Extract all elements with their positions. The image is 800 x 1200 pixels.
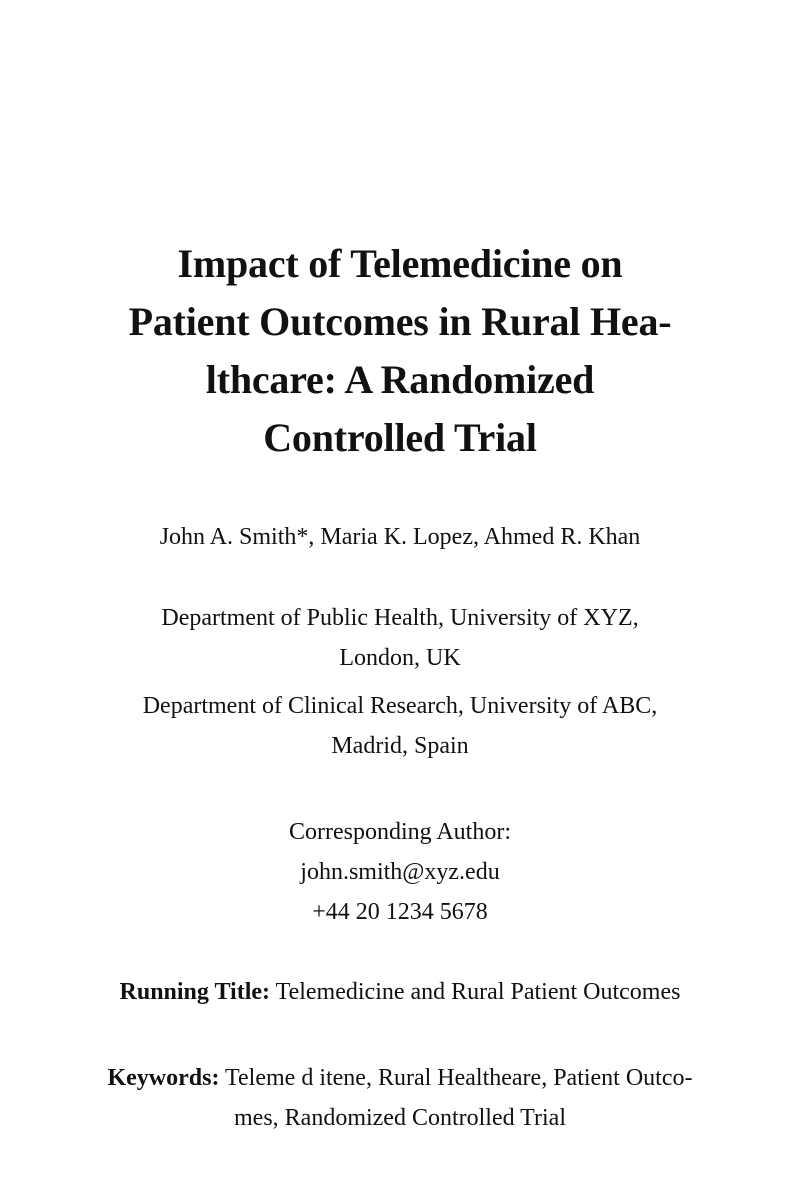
running-title-label: Running Title: [119, 979, 271, 1005]
title-line: Impact of Telemedicine on [177, 241, 623, 286]
corresponding-email: john.smith@xyz.edu [300, 859, 500, 885]
keywords [40, 1058, 760, 1138]
keywords-text: Teleme d itene, Rural Healtheare, Patient Outco- [219, 1065, 693, 1091]
corresponding-author [0, 812, 800, 932]
affiliation-line: Department of Clinical Research, University of ABC, [142, 693, 658, 719]
affiliation-line: Department of Public Health, University of XYZ, [161, 605, 639, 631]
keywords-line-1 [40, 1058, 760, 1098]
affiliation-line: London, UK [339, 645, 461, 671]
author-list: John A. Smith*, Maria K. Lopez, Ahmed R. Khan [159, 524, 641, 550]
affiliation-line: Madrid, Spain [331, 733, 469, 759]
title-line: lthcare: A Randomized [205, 357, 595, 402]
title-line: Patient Outcomes in Rural Hea- [128, 299, 672, 344]
title-line: Controlled Trial [263, 415, 537, 460]
keywords-line-2: mes, Randomized Controlled Trial [234, 1105, 566, 1131]
corresponding-phone: +44 20 1234 5678 [312, 899, 488, 925]
corresponding-label: Corresponding Author: [289, 819, 511, 845]
affiliation-1 [60, 598, 740, 678]
keywords-label: Keywords: [107, 1065, 220, 1091]
paper-title [60, 235, 740, 467]
running-title-value: Telemedicine and Rural Patient Outcomes [270, 979, 681, 1005]
running-title [0, 974, 800, 1010]
affiliation-2 [60, 686, 740, 766]
